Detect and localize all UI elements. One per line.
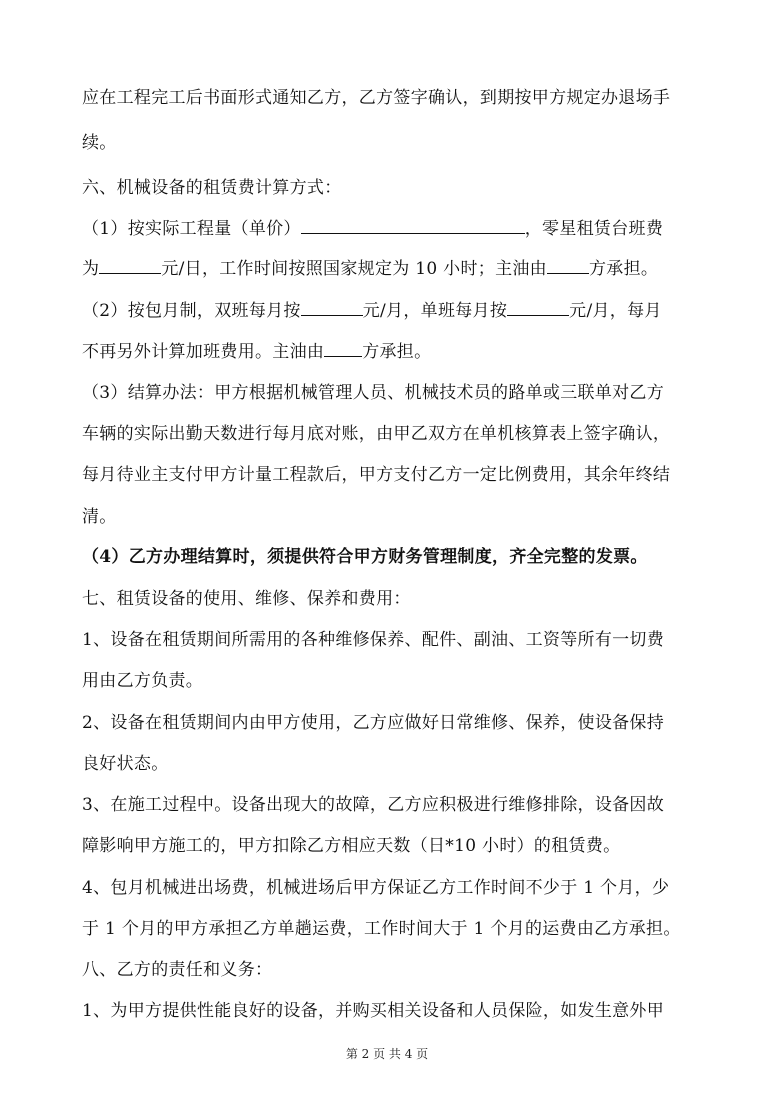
paragraph-line: 4、包月机械进出场费，机械进场后甲方保证乙方工作时间不少于 1 个月，少 [82, 878, 670, 898]
paragraph-line: 1、设备在租赁期间所需用的各种维修保养、配件、副油、工资等所有一切费 [82, 630, 665, 650]
blank-single-shift-rate [507, 298, 569, 316]
clause-line [82, 339, 431, 364]
bold-clause: （4）乙方办理结算时，须提供符合甲方财务管理制度，齐全完整的发票。 [82, 547, 648, 567]
paragraph-line: 清。 [82, 507, 117, 527]
paragraph-line: 续。 [82, 133, 117, 153]
clause-line [82, 256, 658, 281]
section-heading-six: 六、机械设备的租赁费计算方式： [82, 178, 342, 198]
line-text: ，零星租赁台班费 [524, 219, 664, 239]
blank-daily-rate [99, 256, 161, 274]
section-heading-seven: 七、租赁设备的使用、维修、保养和费用： [82, 589, 411, 609]
paragraph-line: 障影响甲方施工的，甲方扣除乙方相应天数（日*10 小时）的租赁费。 [82, 836, 621, 856]
line-text: 方承担。 [362, 342, 432, 362]
page-footer: 第 2 页 共 4 页 [345, 1047, 429, 1061]
line-text: 不再另外计算加班费用。主油由 [82, 342, 325, 362]
paragraph-line: 于 1 个月的甲方承担乙方单趟运费，工作时间大于 1 个月的运费由乙方承担。 [82, 919, 681, 939]
blank-fuel-party [547, 256, 589, 274]
line-text: 方承担。 [588, 259, 659, 279]
section-heading-eight: 八、乙方的责任和义务： [82, 960, 273, 980]
paragraph-line: 3、在施工过程中。设备出现大的故障，乙方应积极进行维修排除，设备因故 [82, 795, 665, 815]
paragraph-line: 1、为甲方提供性能良好的设备，并购买相关设备和人员保险，如发生意外甲 [82, 1001, 665, 1021]
line-text: 为 [82, 259, 100, 279]
paragraph-line: 车辆的实际出勤天数进行每月底对账，由甲乙双方在单机核算表上签字确认， [82, 424, 671, 444]
blank-double-shift-rate [301, 298, 363, 316]
line-text: 元/月，单班每月按 [362, 301, 508, 321]
line-text: 元/月，每月 [569, 301, 662, 321]
clause-line [82, 298, 662, 323]
paragraph-line: 良好状态。 [82, 754, 169, 774]
paragraph-line: 用由乙方负责。 [82, 671, 204, 691]
clause-line [82, 216, 663, 241]
paragraph-line: 2、设备在租赁期间内由甲方使用，乙方应做好日常维修、保养，使设备保持 [82, 713, 665, 733]
paragraph-line: 应在工程完工后书面形式通知乙方，乙方签字确认，到期按甲方规定办退场手 [82, 88, 671, 108]
line-text: 元/日，工作时间按照国家规定为 10 小时；主油由 [161, 259, 547, 279]
paragraph-line: （3）结算办法：甲方根据机械管理人员、机械技术员的路单或三联单对乙方 [82, 383, 665, 403]
line-text: （2）按包月制，双班每月按 [82, 301, 301, 321]
blank-fuel-party [324, 339, 362, 357]
paragraph-line: 每月待业主支付甲方计量工程款后，甲方支付乙方一定比例费用，其余年终结 [82, 465, 671, 485]
blank-unit-price [301, 216, 525, 234]
line-text: （1）按实际工程量（单价） [82, 219, 301, 239]
